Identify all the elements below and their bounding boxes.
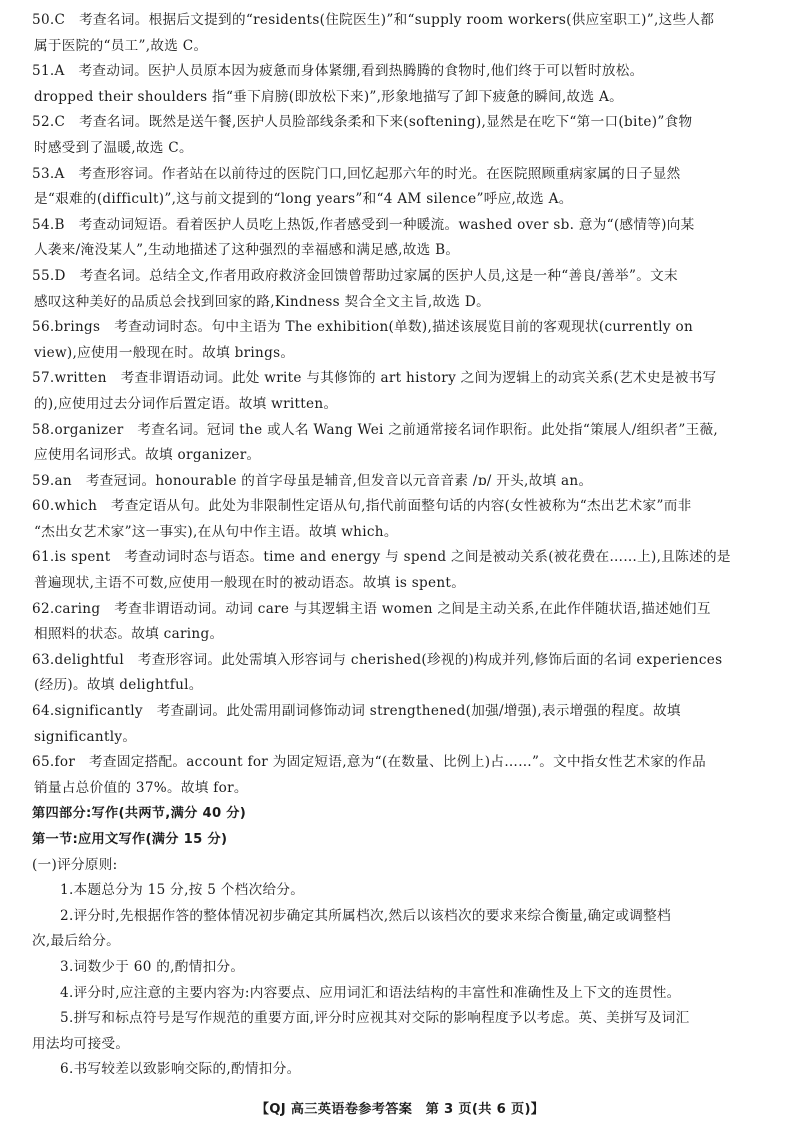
answer-line: 55.D 考查名词。总结全文,作者用政府救济金回馈曾帮助过家属的医护人员,这是一种“善良/善举”。文末 [32,267,678,284]
answer-item-61 [32,545,770,596]
answer-line: 65.for 考查固定搭配。account for 为固定短语,意为“(在数量、比例上)占……”。文中指女性艺术家的作品 [32,754,706,771]
answer-line: 相照料的状态。故填 caring。 [34,626,224,643]
answer-line: 58.organizer 考查名词。冠词 the 或人名 Wang Wei 之前通常接名词作职衔。此处指“策展人/组织者”王薇, [32,421,718,438]
answer-item-58 [32,418,770,469]
answer-explanations [32,8,770,801]
answer-line: 是“艰难的(difficult)”,这与前文提到的“long years”和“4 AM silence”呼应,故选 A。 [34,191,573,208]
answer-line: 56.brings 考查动词时态。句中主语为 The exhibition(单数),描述该展览目前的客观现状(currently on [32,319,693,336]
answer-item-55 [32,264,770,315]
answer-item-54 [32,213,770,264]
rule-line: 次,最后给分。 [32,933,120,950]
answer-line: significantly。 [34,728,137,745]
answer-line: “杰出女艺术家”这一事实),在从句中作主语。故填 which。 [34,523,398,540]
answer-line: 属于医院的“员工”,故选 C。 [34,37,208,54]
answer-line: view),应使用一般现在时。故填 brings。 [34,344,295,361]
answer-line: 61.is spent 考查动词时态与语态。time and energy 与 spend 之间是被动关系(被花费在……上),且陈述的是 [32,549,731,566]
scoring-rules [32,878,770,1083]
answer-line: 60.which 考查定语从句。此处为非限制性定语从句,指代前面整句话的内容(女性被称为“杰出艺术家”而非 [32,498,692,515]
answer-line: 50.C 考查名词。根据后文提到的“residents(住院医生)”和“supply room workers(供应室职工)”,这些人都 [32,12,715,28]
rule-line: 2.评分时,先根据作答的整体情况初步确定其所属档次,然后以该档次的要求来综合衡量,确定或调整档 [60,907,671,924]
scoring-rule-5 [32,1006,770,1057]
answer-item-50 [32,8,770,59]
scoring-rule-4 [32,981,770,1007]
answer-line: (经历)。故填 delightful。 [34,677,203,694]
scoring-rule-1 [32,878,770,904]
rule-line: 1.本题总分为 15 分,按 5 个档次给分。 [60,882,305,899]
answer-line: 时感受到了温暖,故选 C。 [34,139,193,156]
page-footer: 【QJ 高三英语卷参考答案 第 3 页(共 6 页)】 [255,1102,545,1117]
answer-line: 人袭来/淹没某人”,生动地描述了这种强烈的幸福感和满足感,故选 B。 [34,242,460,259]
answer-line: dropped their shoulders 指“垂下肩膀(即放松下来)”,形象地描写了卸下疲惫的瞬间,故选 A。 [34,88,623,105]
principles-label: (一)评分原则: [32,856,118,873]
rule-line: 用法均可接受。 [32,1035,130,1052]
answer-line: 57.written 考查非谓语动词。此处 write 与其修饰的 art history 之间为逻辑上的动宾关系(艺术史是被书写 [32,370,717,387]
answer-item-60 [32,494,770,545]
answer-item-56 [32,315,770,366]
answer-item-63 [32,648,770,699]
answer-line: 的),应使用过去分词作后置定语。故填 written。 [34,395,338,412]
answer-item-62 [32,597,770,648]
rule-line: 5.拼写和标点符号是写作规范的重要方面,评分时应视其对交际的影响程度予以考虑。英、美拼写及词汇 [60,1010,690,1027]
rule-line: 3.词数少于 60 的,酌情扣分。 [60,958,245,975]
answer-line: 感叹这种美好的品质总会找到回家的路,Kindness 契合全文主旨,故选 D。 [34,293,491,310]
answer-item-52 [32,110,770,161]
answer-item-65 [32,750,770,801]
answer-line: 应使用名词形式。故填 organizer。 [34,447,261,464]
answer-line: 53.A 考查形容词。作者站在以前待过的医院门口,回忆起那六年的时光。在医院照顾重病家属的日子显然 [32,165,681,182]
answer-item-53 [32,162,770,213]
scoring-rule-3 [32,955,770,981]
answer-line: 52.C 考查名词。既然是送午餐,医护人员脸部线条柔和下来(softening),显然是在吃下“第一口(bite)”食物 [32,114,693,131]
answer-line: 普遍现状,主语不可数,应使用一般现在时的被动语态。故填 is spent。 [34,575,466,592]
rule-line: 6.书写较差以致影响交际的,酌情扣分。 [60,1061,301,1078]
subsection-heading: 第一节:应用文写作(满分 15 分) [32,832,228,847]
answer-item-59 [32,469,770,495]
answer-line: 64.significantly 考查副词。此处需用副词修饰动词 strengthened(加强/增强),表示增强的程度。故填 [32,703,681,720]
answer-item-64 [32,699,770,750]
section-heading: 第四部分:写作(共两节,满分 40 分) [32,806,247,822]
answer-line: 54.B 考查动词短语。看着医护人员吃上热饭,作者感受到一种暖流。washed over sb. 意为“(感情等)向某 [32,216,695,233]
answer-line: 59.an 考查冠词。honourable 的首字母虽是辅音,但发音以元音音素 /ɒ/ 开头,故填 an。 [32,472,593,489]
answer-line: 51.A 考查动词。医护人员原本因为疲惫而身体紧绷,看到热腾腾的食物时,他们终于可以暂时放松。 [32,63,644,80]
rule-line: 4.评分时,应注意的主要内容为:内容要点、应用词汇和语法结构的丰富性和准确性及上下文的连贯性。 [60,984,681,1001]
scoring-rule-6 [32,1057,770,1083]
answer-item-57 [32,366,770,417]
answer-line: 63.delightful 考查形容词。此处需填入形容词与 cherished(珍视的)构成并列,修饰后面的名词 experiences [32,651,723,668]
scoring-rule-2 [32,904,770,955]
answer-item-51 [32,59,770,110]
answer-line: 62.caring 考查非谓语动词。动词 care 与其逻辑主语 women 之间是主动关系,在此作伴随状语,描述她们互 [32,600,711,617]
answer-line: 销量占总价值的 37%。故填 for。 [34,779,248,796]
